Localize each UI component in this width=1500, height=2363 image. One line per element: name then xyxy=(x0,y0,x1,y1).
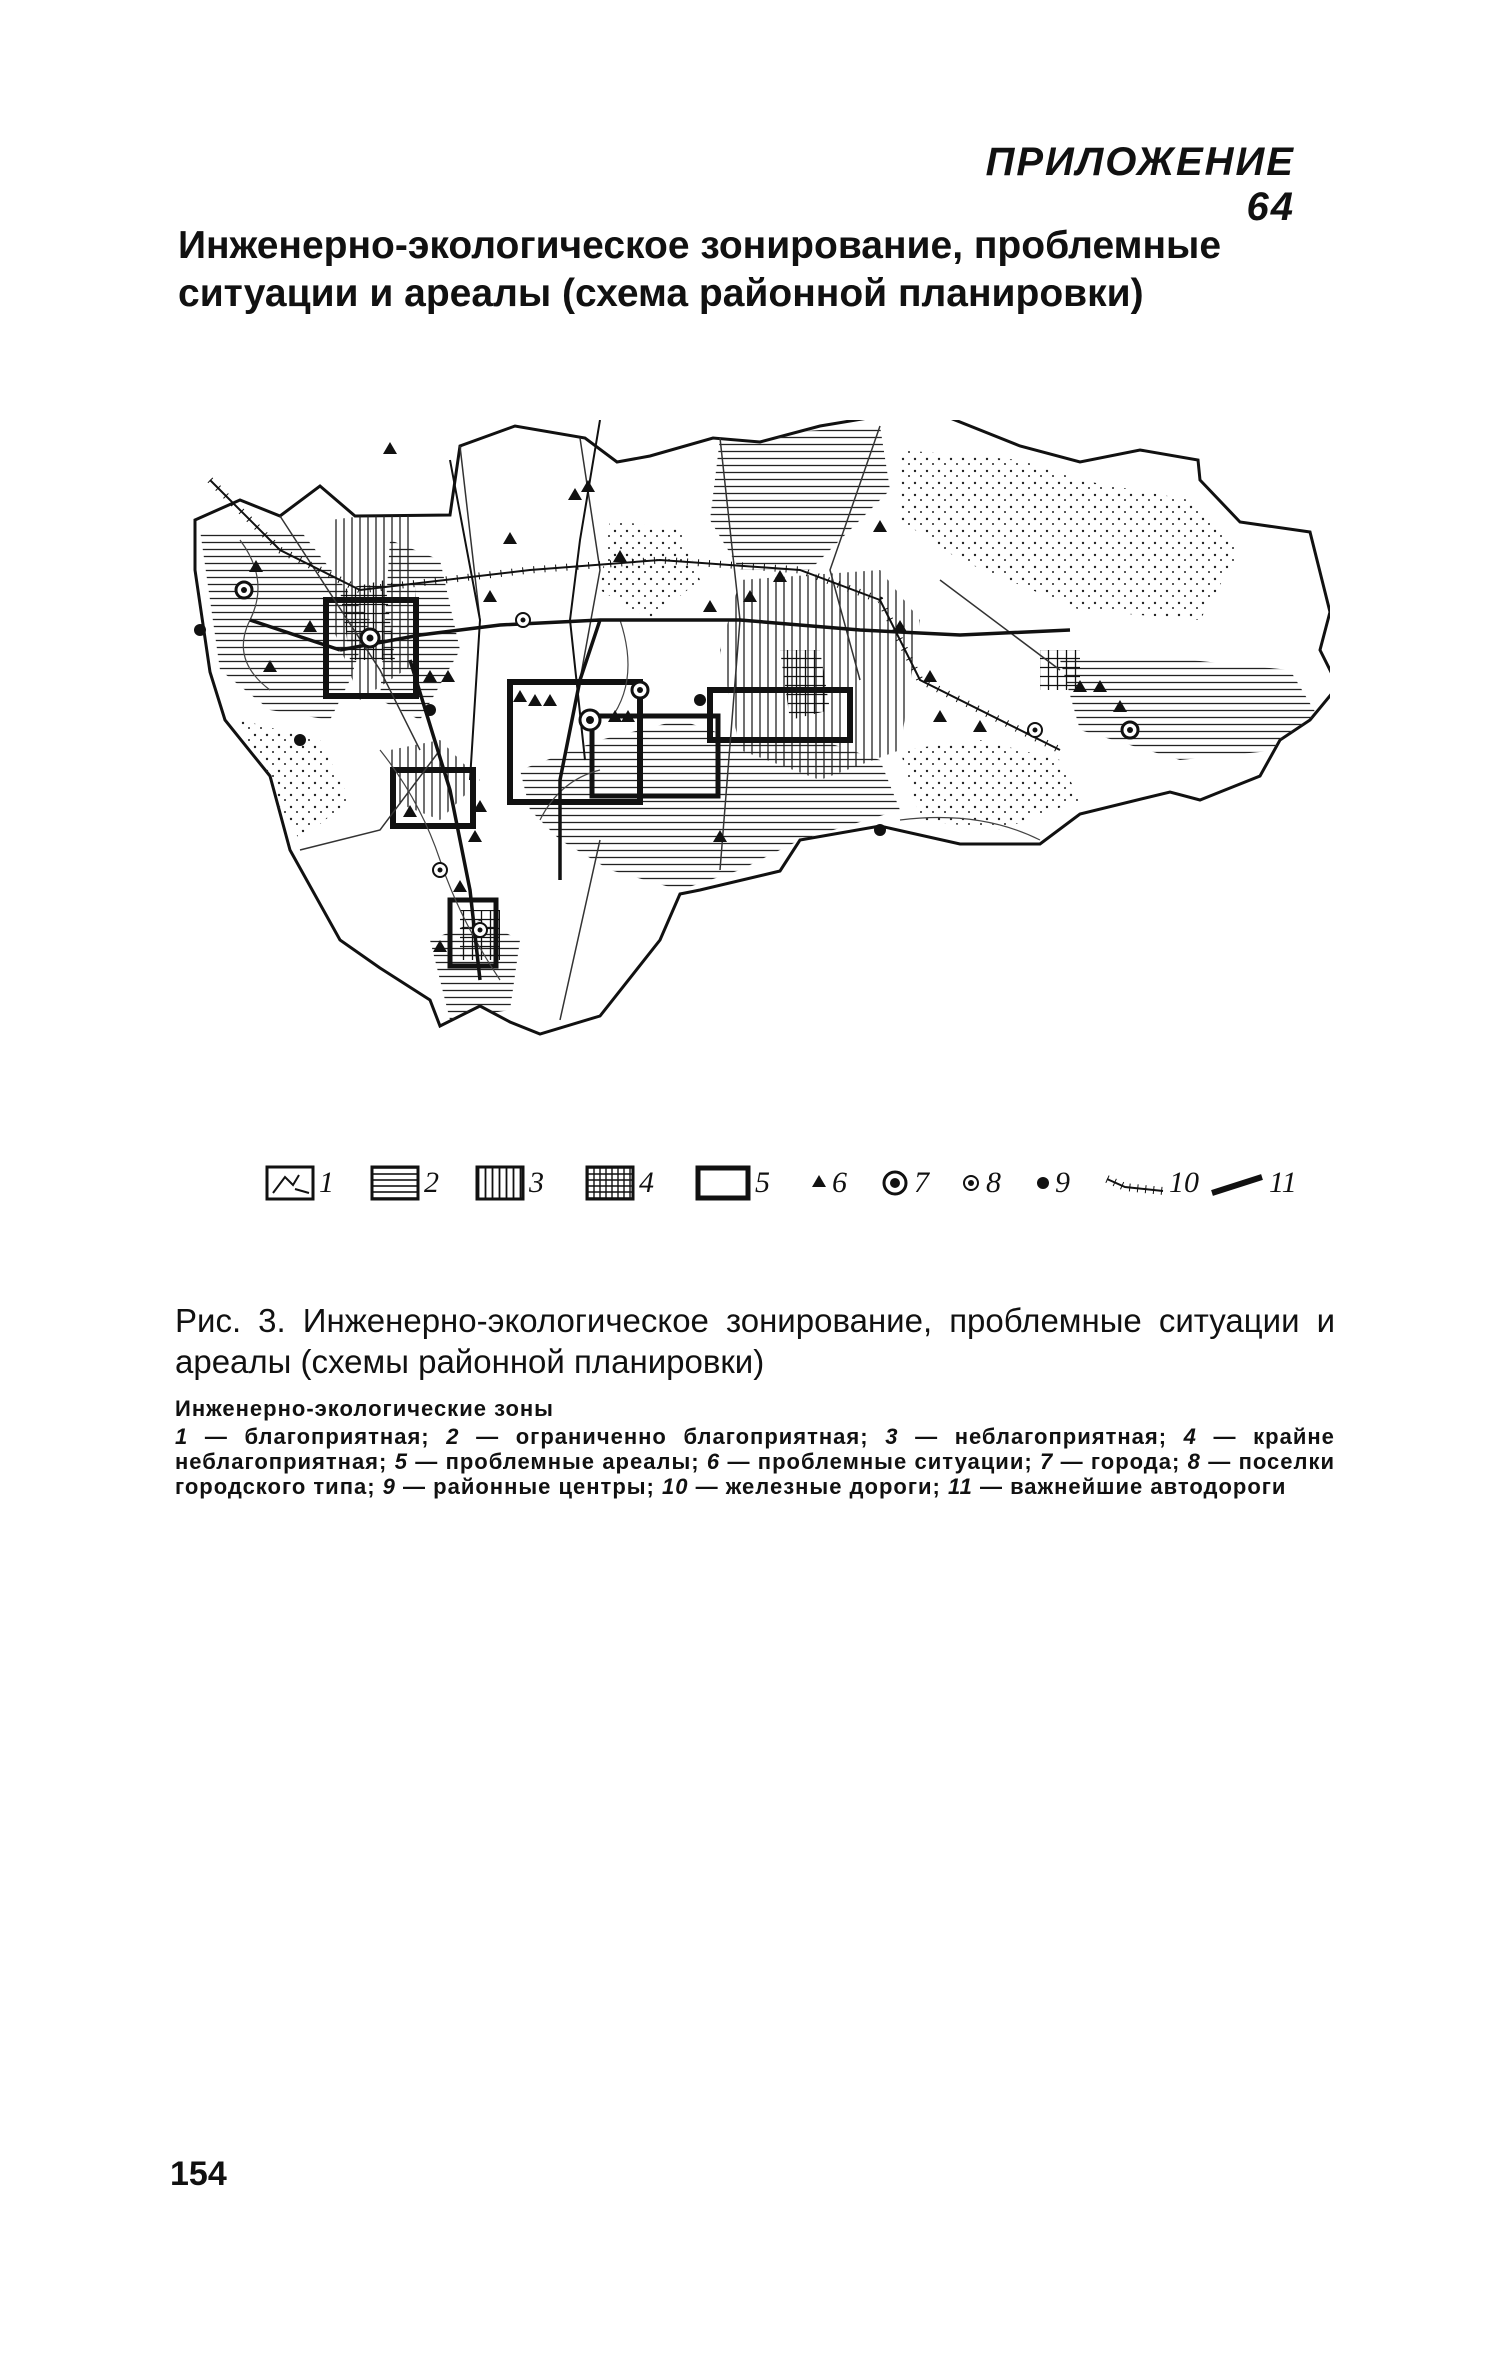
note-4: 4 — крайне неблагоприятная; xyxy=(175,1424,1335,1474)
legend-zone-favourable: 1 xyxy=(265,1158,334,1208)
legend-zone-limited: 2 xyxy=(370,1158,439,1208)
note-9: 9 — районные центры; xyxy=(382,1474,655,1499)
legend-railway: 10 xyxy=(1105,1158,1199,1208)
note-10: 10 — железные дороги; xyxy=(662,1474,941,1499)
map-legend xyxy=(265,1158,1315,1208)
note-6: 6 — проблемные ситуации; xyxy=(706,1449,1033,1474)
note-5: 5 — проблемные ареалы; xyxy=(394,1449,700,1474)
legend-explanation xyxy=(175,1424,1335,1499)
note-3: 3 — неблагоприятная; xyxy=(885,1424,1168,1449)
legend-problem-area: 5 xyxy=(695,1158,770,1208)
note-1: 1 — благоприятная; xyxy=(175,1424,430,1449)
appendix-label: ПРИЛОЖЕНИЕ 64 xyxy=(985,140,1295,229)
legend-zone-extreme: 4 xyxy=(585,1158,654,1208)
legend-district-centre: 9 xyxy=(1035,1158,1070,1208)
zoning-map xyxy=(180,420,1330,1120)
note-8: 8 — поселки городского типа; xyxy=(175,1449,1335,1499)
figure-caption: Рис. 3. Инженерно-экологическое зонирование, проблемные ситуации и ареалы (схемы районной планировки) xyxy=(175,1302,1335,1380)
legend-city: 7 xyxy=(880,1158,929,1208)
notes-heading: Инженерно-экологические зоны xyxy=(175,1396,554,1421)
legend-zone-unfavourable: 3 xyxy=(475,1158,544,1208)
legend-settlement: 8 xyxy=(960,1158,1001,1208)
note-2: 2 — ограниченно благоприятная; xyxy=(446,1424,869,1449)
legend-problem-situation: 6 xyxy=(810,1158,847,1208)
page-title: Инженерно-экологическое зонирование, проблемные ситуации и ареалы (схема районной планировки) xyxy=(178,224,1222,315)
note-11: 11 — важнейшие автодороги xyxy=(947,1474,1287,1499)
legend-main-road: 11 xyxy=(1210,1158,1297,1208)
page-number: 154 xyxy=(170,2155,227,2193)
note-7: 7 — города; xyxy=(1040,1449,1181,1474)
